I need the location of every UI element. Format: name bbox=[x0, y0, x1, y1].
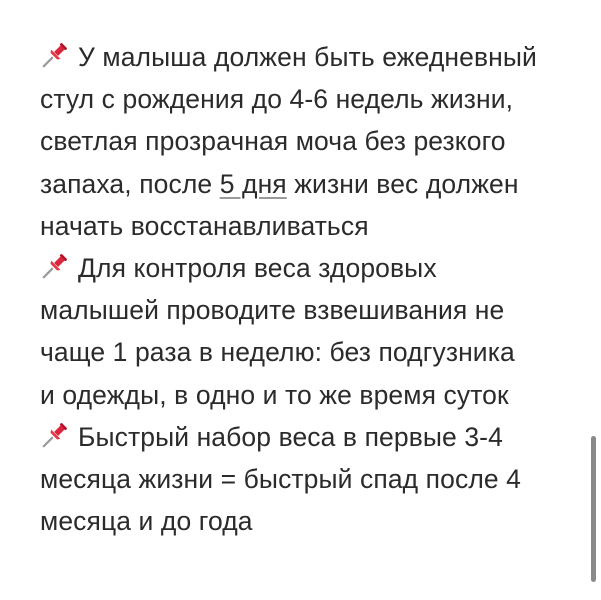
note-text-segment: запаха, после bbox=[40, 168, 220, 199]
pushpin-icon bbox=[40, 251, 70, 281]
pushpin-icon bbox=[40, 420, 70, 450]
note-text-line: малышей проводите взвешивания не bbox=[40, 295, 505, 326]
note-text-line: Для контроля веса здоровых bbox=[78, 252, 437, 283]
note-text-line: и одежды, в одно и то же время суток bbox=[40, 379, 509, 410]
note-line bbox=[40, 416, 570, 458]
note-text-line: У малыша должен быть ежедневный bbox=[78, 42, 537, 72]
note-text-line: месяца жизни = быстрый спад после 4 bbox=[40, 463, 522, 494]
note-line bbox=[40, 247, 570, 289]
note-text-line: начать восстанавливаться bbox=[40, 210, 369, 241]
note-body[interactable] bbox=[40, 36, 570, 542]
date-link[interactable]: 5 дня bbox=[219, 168, 287, 199]
vertical-scrollbar[interactable] bbox=[591, 436, 596, 582]
note-text-segment: жизни вес должен bbox=[286, 168, 519, 199]
note-text-line: чаще 1 раза в неделю: без подгузника bbox=[40, 337, 515, 368]
note-line bbox=[40, 163, 570, 205]
pushpin-icon bbox=[40, 40, 70, 70]
note-line bbox=[40, 36, 570, 78]
note-text-line: месяца и до года bbox=[40, 506, 253, 537]
note-text-line: светлая прозрачная моча без резкого bbox=[40, 126, 506, 157]
note-text-line: стул с рождения до 4-6 недель жизни, bbox=[40, 84, 514, 115]
note-text-line: Быстрый набор веса в первые 3-4 bbox=[78, 421, 503, 452]
